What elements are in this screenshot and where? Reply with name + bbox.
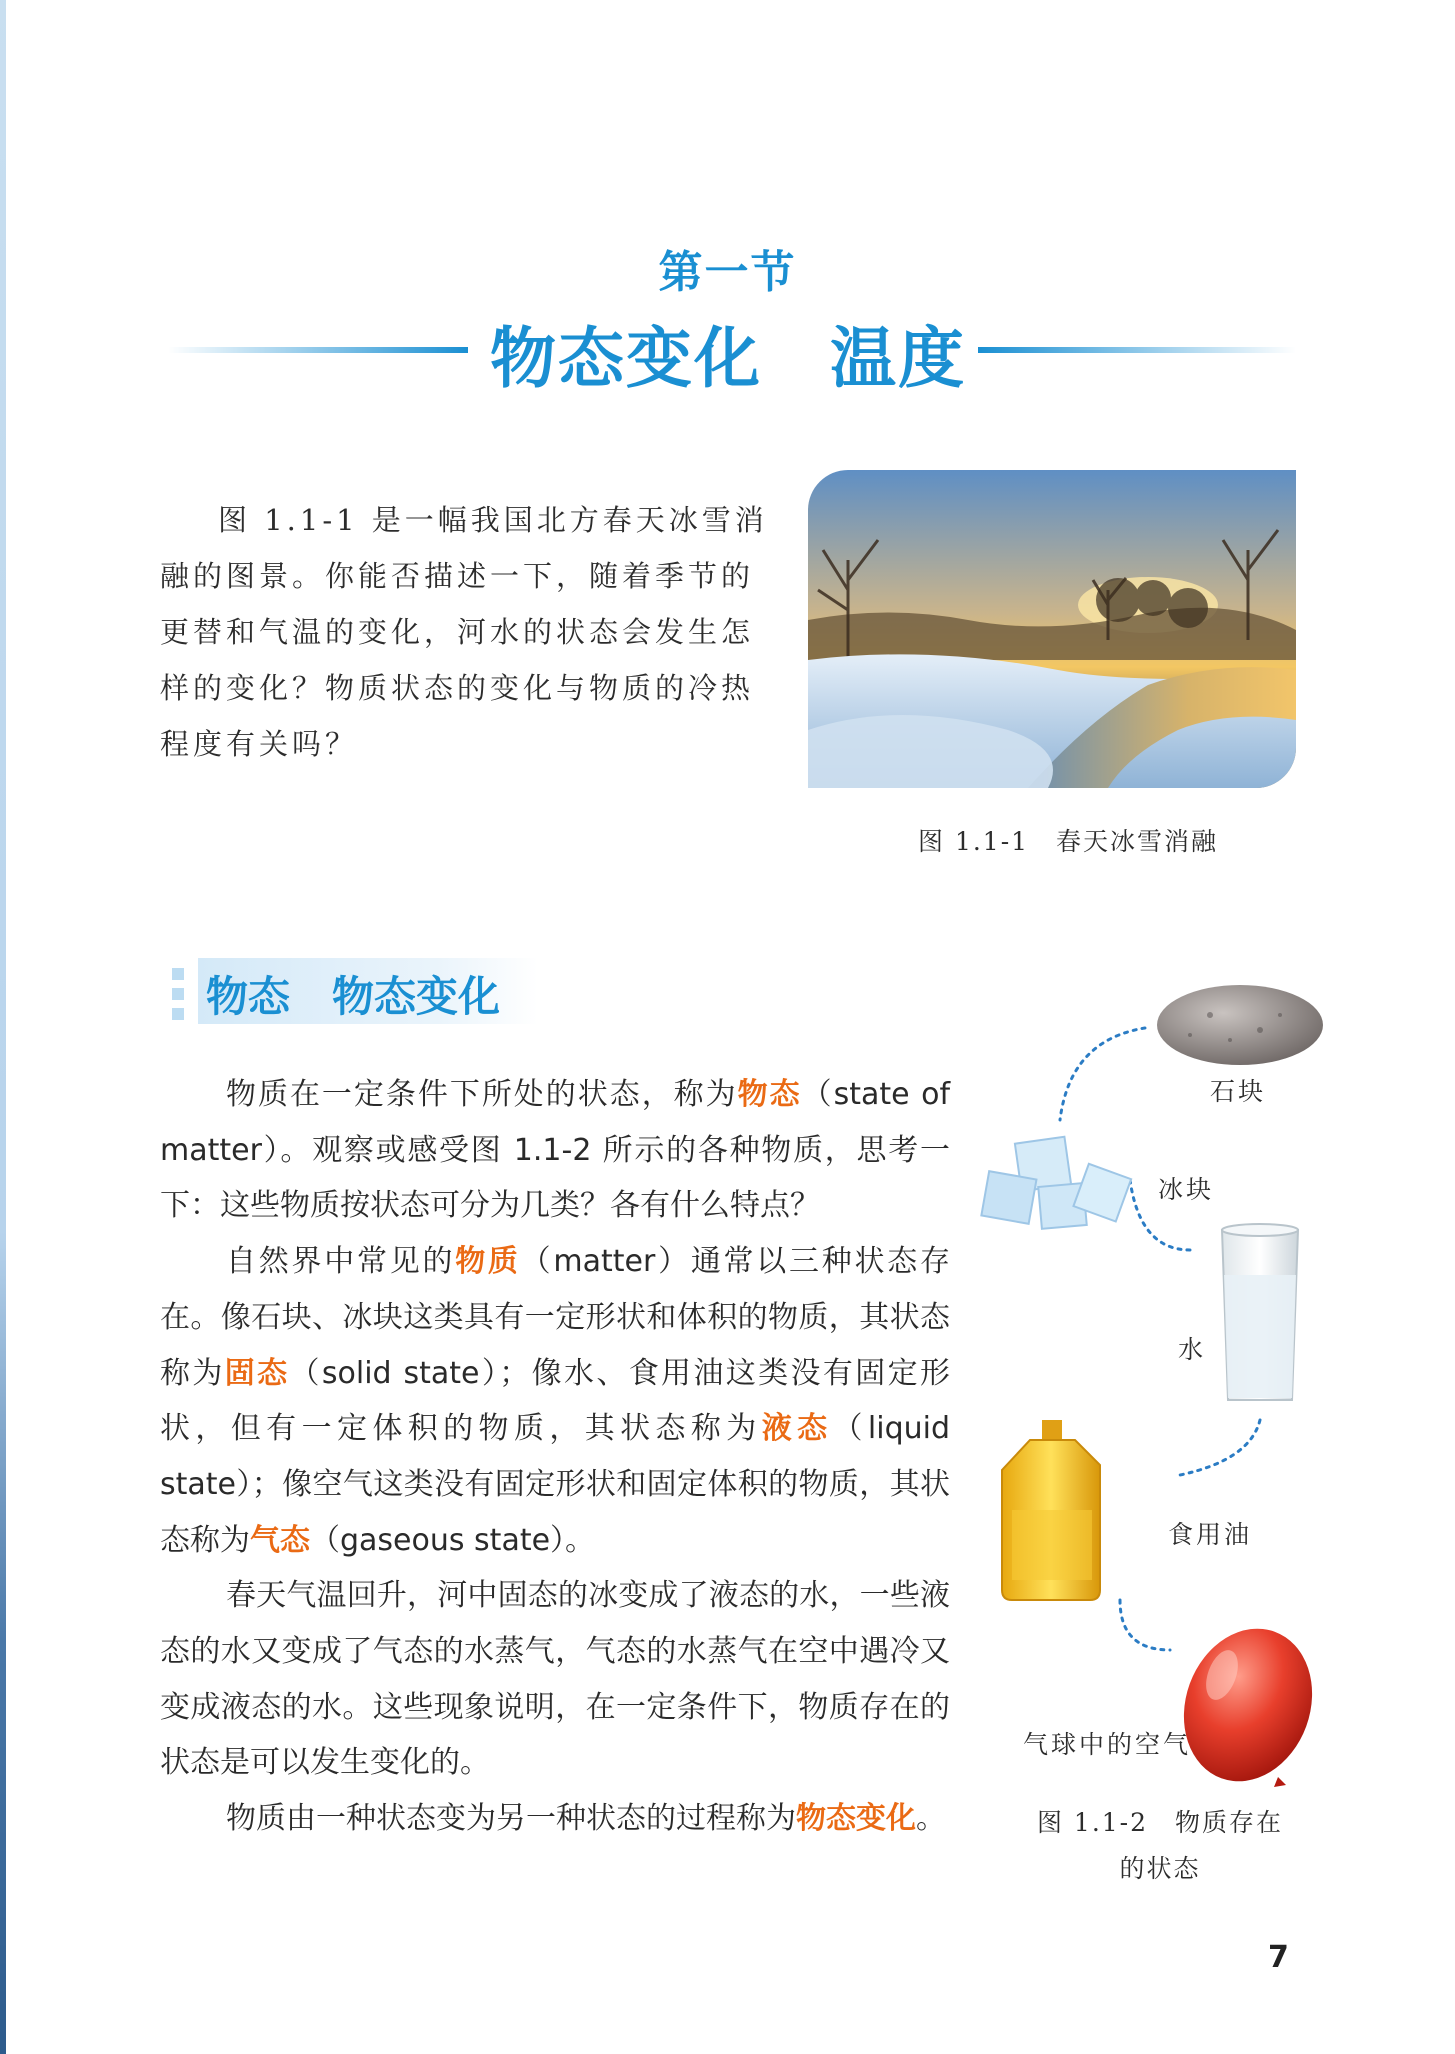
label-oil: 食用油 (1168, 1520, 1253, 1549)
label-balloon-air: 气球中的空气 (1023, 1730, 1192, 1759)
text-run: （state of matter）。观察或感受图 1.1-2 所示的各种物质，思考一下：这些物质按状态可分为几类？各有什么特点？ (160, 1077, 951, 1224)
text-run: 物质在一定条件下所处的状态，称为 (226, 1077, 738, 1112)
subsection-heading-bar (198, 958, 538, 1024)
page-number: 7 (1268, 1940, 1289, 1975)
body-paragraph-2 (160, 1234, 950, 1568)
section-number: 第一节 (658, 247, 797, 298)
chapter-title: 物态变化 温度 (490, 320, 966, 397)
body-paragraph-3: 春天气温回升，河中固态的冰变成了液态的水，一些液态的水又变成了气态的水蒸气，气态的水蒸气在空中遇冷又变成液态的水。这些现象说明，在一定条件下，物质存在的状态是可以发生变化的。 (160, 1578, 950, 1781)
label-water: 水 (1178, 1335, 1207, 1364)
body-paragraph-4 (160, 1791, 950, 1847)
body-text (160, 1067, 950, 1847)
text-run: （gaseous state）。 (310, 1522, 596, 1558)
keyword-state-of-matter: 物态 (737, 1077, 802, 1112)
figure-1-caption: 图 1.1-1 春天冰雪消融 (918, 827, 1219, 856)
intro-text-block (160, 492, 770, 772)
balloon-image (1163, 1610, 1330, 1799)
intro-paragraph: 图 1.1-1 是一幅我国北方春天冰雪消融的图景。你能否描述一下，随着季节的更替和气温的变化，河水的状态会发生怎样的变化？物质状态的变化与物质的冷热程度有关吗？ (160, 503, 768, 761)
title-row (0, 305, 1455, 397)
text-run: 自然界中常见的 (226, 1244, 456, 1280)
keyword-solid: 固态 (224, 1355, 290, 1391)
keyword-gas: 气态 (250, 1522, 310, 1558)
keyword-matter: 物质 (455, 1244, 521, 1280)
keyword-liquid: 液态 (761, 1411, 833, 1447)
label-ice: 冰块 (1158, 1175, 1215, 1204)
text-run: （liquid state）；像空气这类没有固定形状和固定体积的物质，其状态称为 (160, 1411, 951, 1558)
text-run: （matter）通常以三种状态存在。像石块、冰块这类具有一定形状和体积的物质，其状态称为 (160, 1244, 950, 1391)
figure-2-illustration (960, 980, 1330, 1800)
oil-bottle-image (1002, 1420, 1100, 1600)
body-paragraph-1 (160, 1067, 950, 1234)
text-run: （solid state）；像水、食用油这类没有固定形状，但有一定体积的物质，其状态称为 (160, 1355, 951, 1447)
subsection-heading: 物态 物态变化 (206, 972, 501, 1021)
label-stone: 石块 (1210, 1077, 1267, 1106)
text-run: 物质由一种状态变为另一种状态的过程称为 (226, 1801, 796, 1837)
title-rule-left (168, 347, 468, 353)
ice-cubes-image (981, 1137, 1131, 1229)
subsection-decoration (172, 968, 186, 1020)
figure-1-photo (808, 470, 1296, 788)
figure-2-caption: 图 1.1-2 物质存在的状态 (1036, 1808, 1284, 1883)
text-run: 。 (916, 1801, 946, 1837)
stone-image (1157, 985, 1323, 1065)
water-glass-image (1222, 1224, 1298, 1400)
keyword-phase-change: 物态变化 (796, 1801, 916, 1837)
title-rule-right (978, 347, 1296, 353)
